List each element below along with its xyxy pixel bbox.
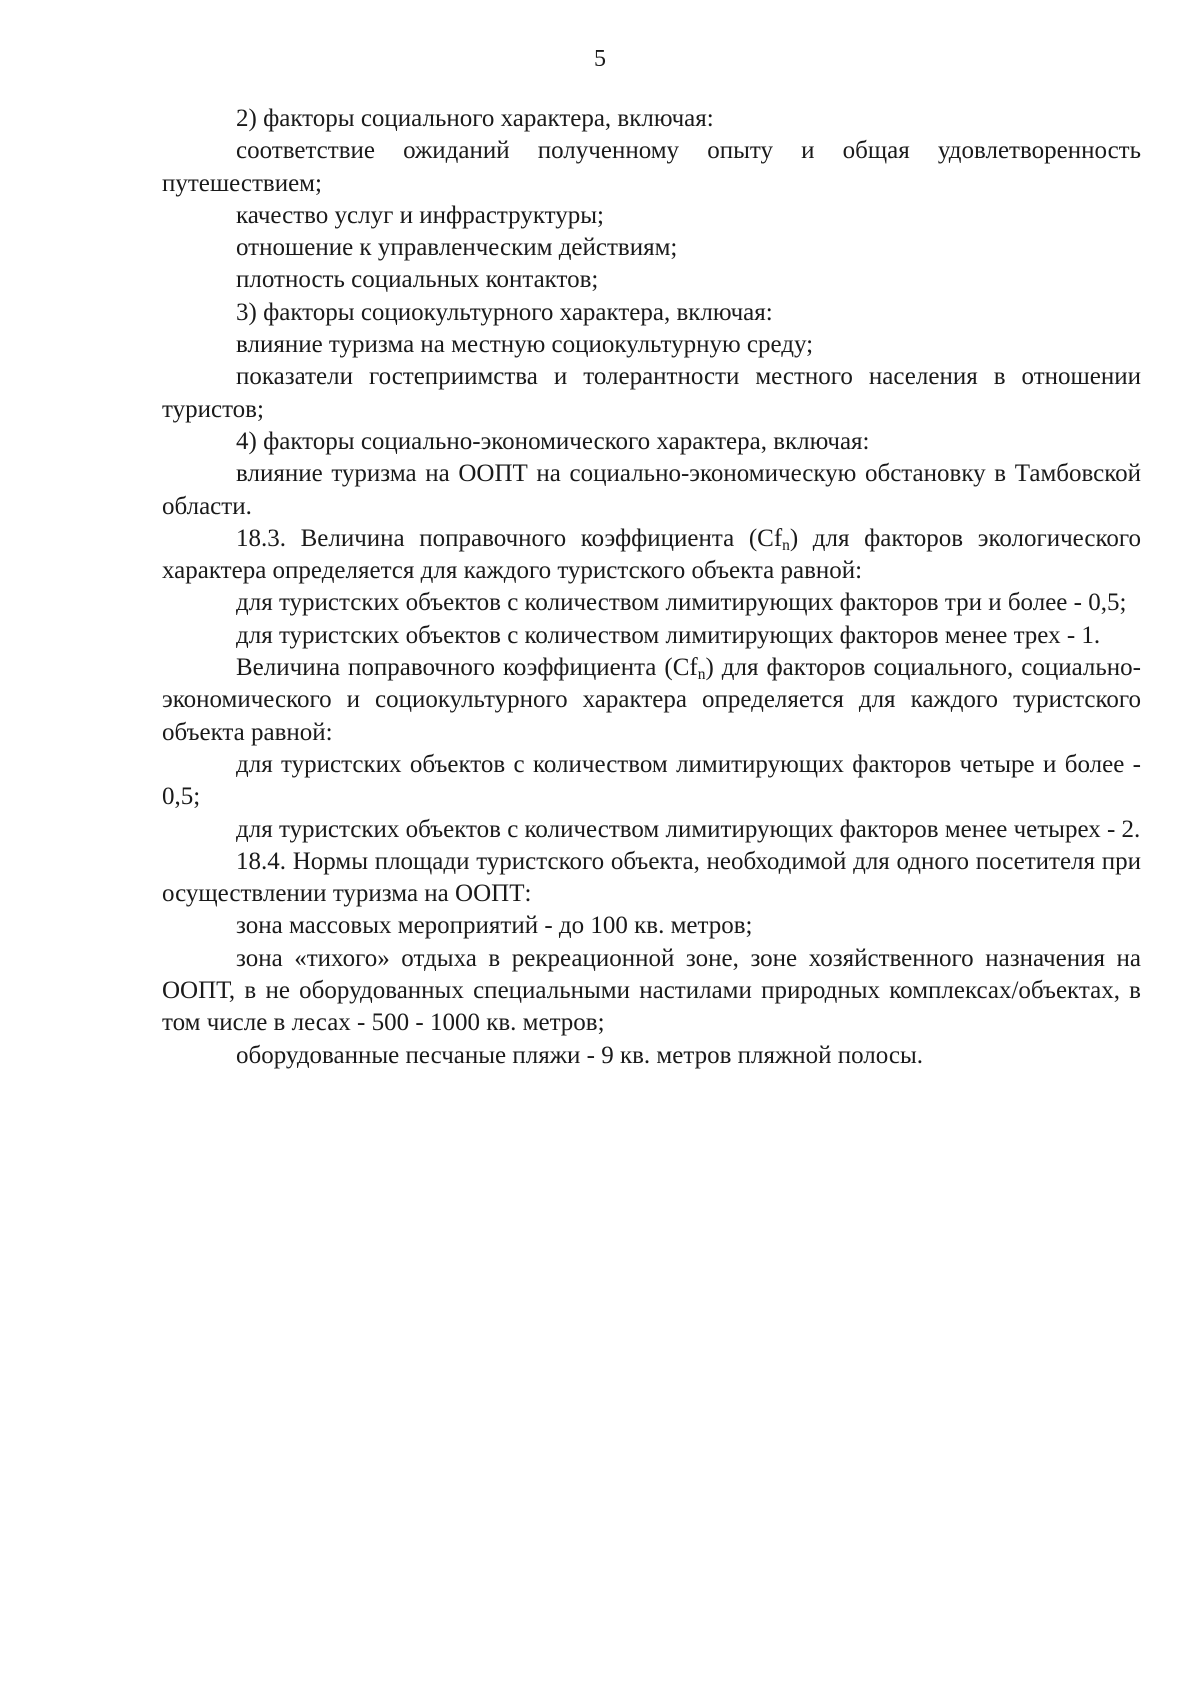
paragraph: для туристских объектов с количеством лимитирующих факторов менее четырех - 2. xyxy=(236,815,1141,843)
paragraph: 4) факторы социально-экономического характера, включая: xyxy=(236,427,870,455)
paragraph: соответствие ожиданий полученному опыту и общая удовлетворенность путешествием; xyxy=(162,137,1141,197)
paragraph: для туристских объектов с количеством лимитирующих факторов четыре и более - 0,5; xyxy=(162,750,1141,811)
paragraph: отношение к управленческим действиям; xyxy=(236,234,678,262)
paragraph: 2) факторы социального характера, включая: xyxy=(236,105,714,132)
paragraph: оборудованные песчаные пляжи - 9 кв. метров пляжной полосы. xyxy=(236,1041,924,1069)
paragraph: влияние туризма на местную социокультурную среду; xyxy=(236,331,814,359)
paragraph-text: 18.3. Величина поправочного коэффициента (Cf xyxy=(236,524,783,552)
paragraph: показатели гостеприимства и толерантности местного населения в отношении туристов; xyxy=(162,363,1141,423)
document-body xyxy=(162,103,1141,1072)
subscript: n xyxy=(782,536,790,554)
paragraph-text: ) для факторов социального, социально-экономического и социокультурного характера определяется для каждого туристского объекта равной: xyxy=(162,654,1141,746)
paragraph-coefficient-ecological xyxy=(162,523,1141,588)
page-number: 5 xyxy=(594,46,606,72)
paragraph: 3) факторы социокультурного характера, включая: xyxy=(236,298,773,326)
paragraph: для туристских объектов с количеством лимитирующих факторов три и более - 0,5; xyxy=(236,589,1127,617)
subscript: n xyxy=(697,665,706,683)
paragraph-text: ) для факторов экологического характера определяется для каждого туристского объекта равной: xyxy=(162,524,1141,585)
paragraph-coefficient-social xyxy=(162,652,1141,749)
paragraph: качество услуг и инфраструктуры; xyxy=(236,201,604,229)
paragraph: зона «тихого» отдыха в рекреационной зоне, зоне хозяйственного назначения на ООПТ, в не оборудованных специальными настилами природных комплексах/объектах, в том числе в лесах - 500 - 1000 кв. метров; xyxy=(162,944,1141,1037)
paragraph: плотность социальных контактов; xyxy=(236,266,599,294)
paragraph: для туристских объектов с количеством лимитирующих факторов менее трех - 1. xyxy=(236,621,1101,649)
paragraph-text: Величина поправочного коэффициента (Cf xyxy=(236,654,698,682)
paragraph: зона массовых мероприятий - до 100 кв. метров; xyxy=(236,912,753,940)
paragraph: влияние туризма на ООПТ на социально-экономическую обстановку в Тамбовской области. xyxy=(162,460,1141,520)
paragraph: 18.4. Нормы площади туристского объекта, необходимой для одного посетителя при осуществлении туризма на ООПТ: xyxy=(162,847,1141,908)
